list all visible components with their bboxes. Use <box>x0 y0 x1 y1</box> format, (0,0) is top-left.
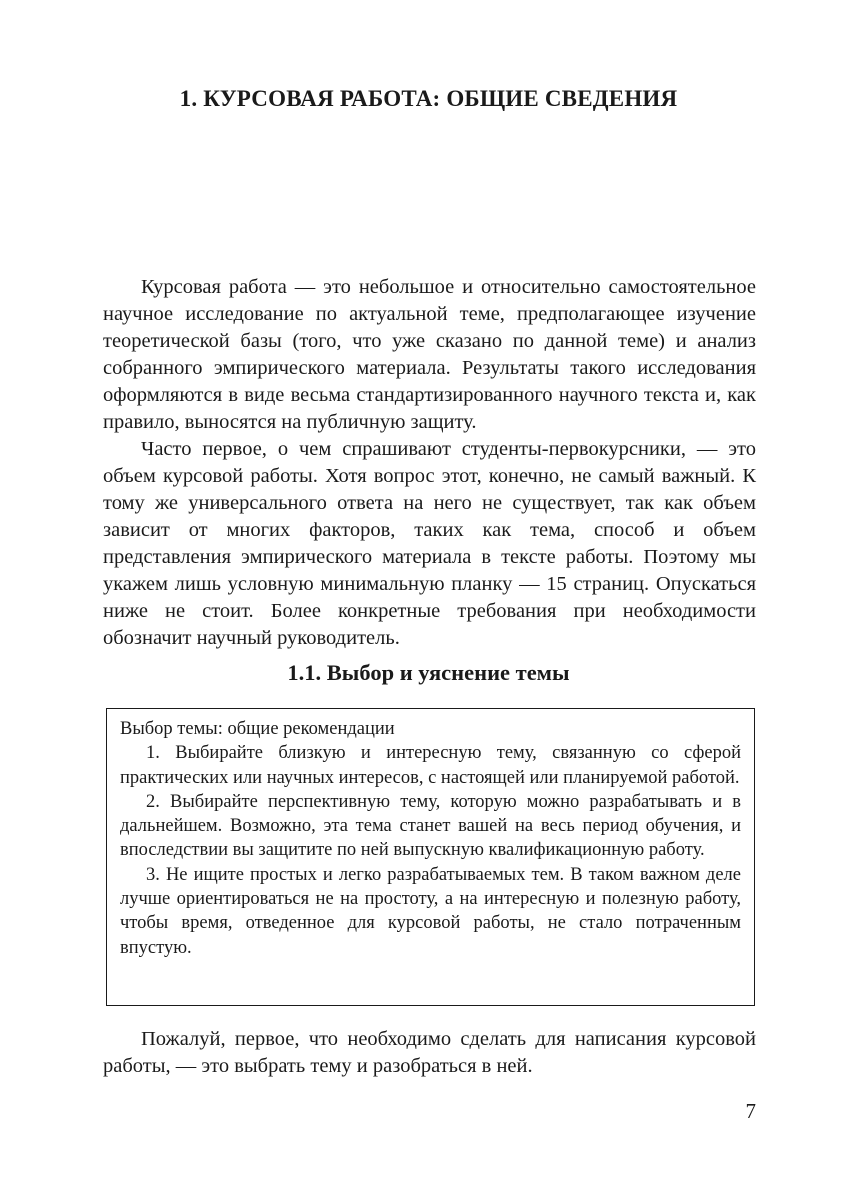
closing-paragraph: Пожалуй, первое, что необходимо сделать для написания курсовой работы, — это выбрать тему и разобраться в ней. <box>103 1028 756 1077</box>
recommendation-item-1: 1. Выбирайте близкую и интересную тему, связанную со сферой практических или научных интересов, с настоящей или планируемой работой. <box>120 743 741 788</box>
section-title: 1.1. Выбор и уяснение темы <box>287 660 570 685</box>
recommendation-item-2: 2. Выбирайте перспективную тему, которую можно разрабатывать и в дальнейшем. Возможно, эта тема станет вашей на весь период обучения, и впоследствии вы защитите по ней выпускную квалификационную работу. <box>120 791 741 861</box>
chapter-title: 1. КУРСОВАЯ РАБОТА: ОБЩИЕ СВЕДЕНИЯ <box>179 86 678 111</box>
closing-text <box>103 1026 756 1080</box>
recommendations-box <box>106 708 755 1006</box>
intro-text <box>103 274 756 652</box>
recommendation-item-3: 3. Не ищите простых и легко разрабатываемых тем. В таком важном деле лучше ориентироваться не на простоту, а на интересную и полезную работу, чтобы время, отведенное для курсовой работы, не стало потраченным впустую. <box>120 864 741 958</box>
intro-paragraph-1: Курсовая работа — это небольшое и относительно самостоятельное научное исследование по актуальной теме, предполагающее изучение теоретической базы (того, что уже сказано по данной теме) и анализ собранного эмпирического материала. Результаты такого исследования оформляются в виде весьма стандартизированного научного текста и, как правило, выносятся на публичную защиту. <box>103 276 756 433</box>
intro-paragraph-2: Часто первое, о чем спрашивают студенты-первокурсники, — это объем курсовой работы. Хотя вопрос этот, конечно, не самый важный. К тому же универсального ответа на него не существует, так как объем зависит от многих факторов, таких как тема, способ и объем представления эмпирического материала в тексте работы. Поэтому мы укажем лишь условную минимальную планку — 15 страниц. Опускаться ниже не стоит. Более конкретные требования при необходимости обозначит научный руководитель. <box>103 438 756 649</box>
page-number: 7 <box>745 1099 756 1123</box>
recommendations-box-title: Выбор темы: общие рекомендации <box>120 719 395 739</box>
